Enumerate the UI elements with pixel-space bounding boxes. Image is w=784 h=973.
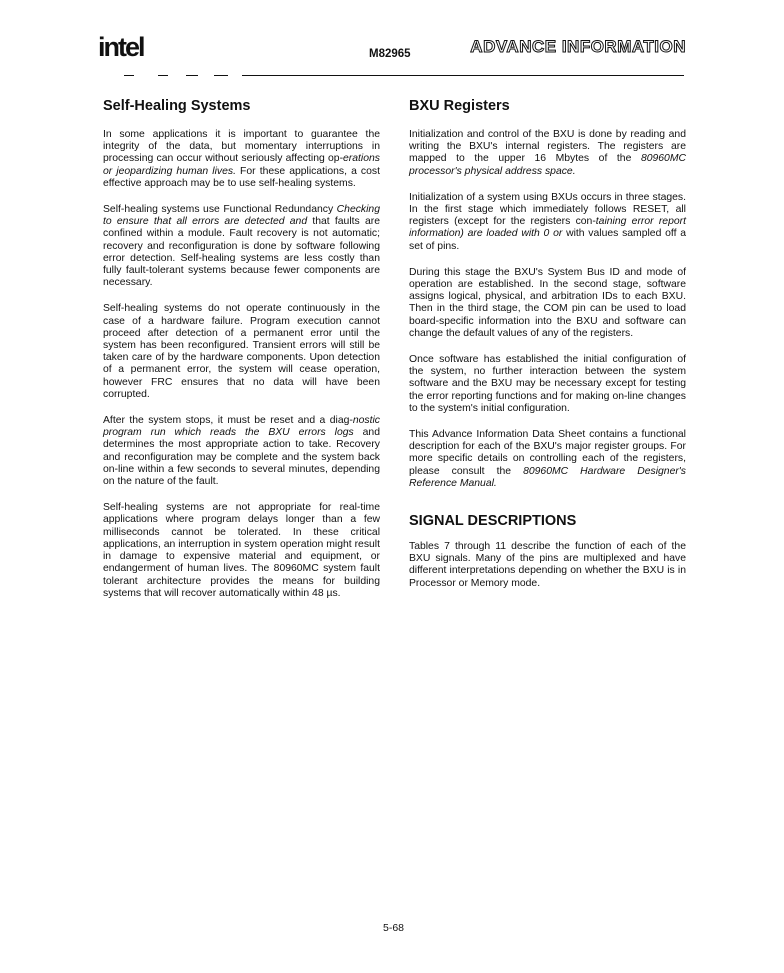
paragraph bbox=[409, 267, 686, 340]
paragraph-text: For these applications, a cost effective approach may be to use self-healing systems. bbox=[103, 165, 380, 189]
italic-text: nostic program run which reads the BXU errors logs bbox=[103, 415, 380, 439]
paragraph-text: In some applications it is important to guarantee the integrity of the data, but momentary interruptions in processing can occur without seriously affecting op- bbox=[103, 129, 380, 165]
italic-text: erations or jeopardizing human lives. bbox=[103, 153, 380, 177]
italic-text: 80960MC processor's physical address space. bbox=[409, 153, 686, 177]
rule-gap bbox=[134, 73, 158, 78]
left-column bbox=[103, 97, 380, 614]
advance-information-banner: ADVANCE INFORMATION bbox=[470, 37, 686, 56]
section-heading-self-healing: Self-Healing Systems bbox=[103, 98, 251, 114]
paragraph-text: This Advance Information Data Sheet contains a functional description for each of the BXU's major register groups. For more specific details on controlling each of the registers, please consult the bbox=[409, 429, 686, 477]
signal-paragraphs bbox=[409, 541, 686, 590]
paragraph-text: After the system stops, it must be reset and a diag- bbox=[103, 415, 353, 427]
paragraph-text: and determines the most appropriate action to take. Recovery and reconfiguration may be complete and the system back on-line within a few seconds to several minutes, depending on the nature of the fault. bbox=[103, 427, 380, 488]
section-heading-bxu-registers: BXU Registers bbox=[409, 98, 510, 114]
italic-text: 80960MC Hardware Designer's Reference Manual. bbox=[409, 465, 686, 489]
left-paragraphs bbox=[103, 129, 380, 600]
rule-gap bbox=[168, 73, 186, 78]
page-number: 5-68 bbox=[383, 922, 405, 934]
intel-logo: intel bbox=[98, 32, 144, 62]
paragraph-text: Self-healing systems use Functional Redundancy bbox=[103, 204, 337, 216]
section-heading-signal-descriptions: SIGNAL DESCRIPTIONS bbox=[409, 513, 577, 530]
right-paragraphs bbox=[409, 129, 686, 490]
paragraph-text: Tables 7 through 11 describe the function of each of the BXU signals. Many of the pins are multiplexed and have different interpretations depending on whether the BXU is in Processor or Memory mode. bbox=[409, 541, 686, 589]
paragraph bbox=[103, 204, 380, 289]
paragraph bbox=[103, 415, 380, 488]
paragraph bbox=[103, 502, 380, 600]
paragraph bbox=[409, 429, 686, 490]
rule-gap bbox=[228, 73, 242, 78]
paragraph bbox=[103, 129, 380, 190]
paragraph bbox=[409, 541, 686, 590]
document-id: M82965 bbox=[369, 48, 411, 60]
italic-text: Checking to ensure that all errors are detected and bbox=[103, 204, 380, 228]
paragraph bbox=[409, 129, 686, 178]
paragraph bbox=[409, 192, 686, 253]
paragraph bbox=[103, 303, 380, 401]
paragraph-text: that faults are confined within a module. Fault recovery is not automatic; recovery and reconfiguration is done by software following error detection. Self-healing systems are less costly than fully fault-tolerant systems because fewer components are necessary. bbox=[103, 216, 380, 289]
right-column bbox=[409, 97, 686, 604]
paragraph-text: Self-healing systems are not appropriate for real-time applications where program delays longer than a few milliseconds cannot be tolerated. In these critical applications, an interruption in system operation might result in damage to expensive material and equipment, or endangerment of human lives. The 80960MC system fault tolerant architecture provides the means for building systems that will recover automatically within 48 µs. bbox=[103, 502, 380, 599]
paragraph-text: Self-healing systems do not operate continuously in the case of a hardware failure. Program execution cannot proceed after detection of a permanent error until the system has been reconfigured. Transient errors will still be taken care of by the hardware components. Upon detection of a permanent error, the system will cease operation, however FRC ensures that no data will have been corrupted. bbox=[103, 303, 380, 400]
paragraph bbox=[409, 354, 686, 415]
italic-text: taining error report information) are loaded with 0 or bbox=[409, 216, 686, 240]
paragraph-text: During this stage the BXU's System Bus ID and mode of operation are established. In the second stage, software assigns logical, physical, and arbitration IDs to each BXU. Then in the third stage, the COM pin can be used to load board-specific information into the BXU and software can change the default values of any of the registers. bbox=[409, 266, 686, 339]
paragraph-text: Once software has established the initial configuration of the system, no further interaction between the system software and the BXU may be necessary except for testing the error reporting functions and for making on-line changes to the system's initial configuration. bbox=[409, 354, 686, 414]
paragraph-text: Initialization of a system using BXUs occurs in three stages. In the first stage which immediately follows RESET, all registers (except for the registers con- bbox=[409, 191, 686, 228]
paragraph-text: Initialization and control of the BXU is done by reading and writing the BXU's internal registers. The registers are mapped to the upper 16 Mbytes of the bbox=[409, 129, 686, 165]
rule-gap bbox=[198, 73, 214, 78]
paragraph-text: with values sampled off a set of pins. bbox=[409, 228, 686, 252]
